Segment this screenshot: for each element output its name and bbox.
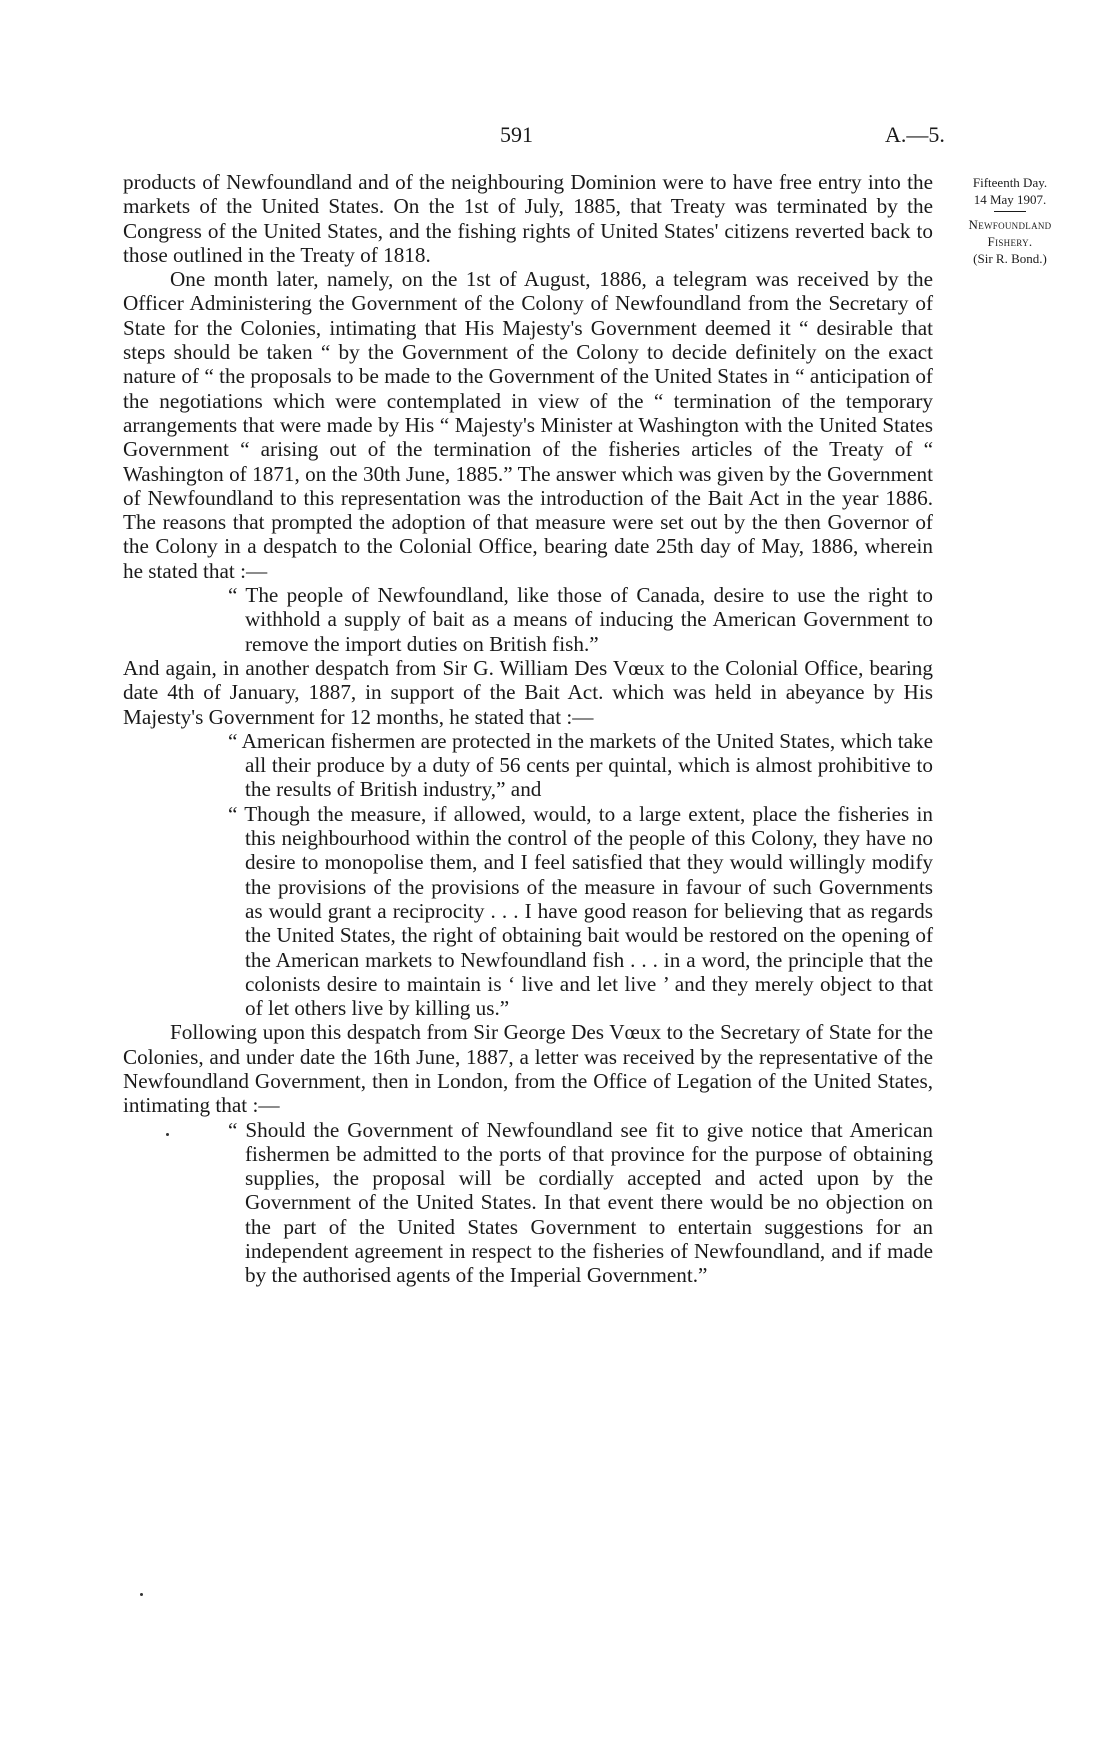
- quotation: “ American fishermen are protected in the markets of the United States, which take all their produce by a duty of 56 cents per quintal, which is almost prohibitive to the results of British industry,” and: [228, 728, 933, 802]
- margin-note: [950, 174, 1070, 267]
- paragraph: products of Newfoundland and of the neighbouring Dominion were to have free entry into the markets of the United States. On the 1st of July, 1885, that Treaty was terminated by the Congress of the United States, and the fishing rights of United States' citizens reverted back to those outlined in the Treaty of 1818.: [123, 170, 933, 267]
- paragraph: One month later, namely, on the 1st of August, 1886, a telegram was received by the Officer Administering the Government of the Colony of Newfoundland from the Secretary of State for the Colonies, intimating that His Majesty's Government deemed it “ desirable that steps should be taken “ by the Government of the Colony to decide definitely on the exact nature of “ the proposals to be made to the Government of the United States in “ anticipation of the negotiations which were contemplated in view of the “ termination of the temporary arrangements that were made by His “ Majesty's Minister at Washington with the United States Government “ arising out of the termination of the fisheries articles of the Treaty of “ Washington of 1871, on the 30th June, 1885.” The answer which was given by the Government of Newfoundland to this representation was the introduction of the Bait Act in the year 1886. The reasons that prompted the adoption of that measure were set out by the then Governor of the Colony in a despatch to the Colonial Office, bearing date 25th day of May, 1886, wherein he stated that :—: [123, 267, 933, 583]
- paragraph: Following upon this despatch from Sir George Des Vœux to the Secretary of State for the Colonies, and under date the 16th June, 1887, a letter was received by the representative of the Newfoundland Government, then in London, from the Office of Legation of the United States, intimating that :—: [123, 1020, 933, 1118]
- quotation: “ Should the Government of Newfoundland see fit to give notice that American fishermen be admitted to the ports of that province for the purpose of obtaining supplies, the proposal will be cordially accepted and acted upon by the Government of the United States. In that event there would be no objection on the part of the United States Government to entertain suggestions for an independent agreement in respect to the fisheries of Newfoundland, and if made by the authorised agents of the Imperial Government.”: [228, 1117, 933, 1288]
- body-text: [123, 170, 933, 1288]
- paragraph: And again, in another despatch from Sir G. William Des Vœux to the Colonial Office, bearing date 4th of January, 1887, in support of the Bait Act. which was held in abeyance by His Majesty's Government for 12 months, he stated that :—: [123, 655, 933, 729]
- page-number: 591: [500, 122, 533, 147]
- margin-note-speaker: (Sir R. Bond.): [973, 251, 1047, 266]
- margin-note-subject: Newfoundland Fishery.: [968, 217, 1052, 249]
- quotation: “ The people of Newfoundland, like those of Canada, desire to use the right to withhold a supply of bait as a means of inducing the American Government to remove the import duties on British fish.”: [228, 583, 933, 656]
- quotation: “ Though the measure, if allowed, would, to a large extent, place the fisheries in this neighbourhood within the control of the people of this Colony, they have no desire to monopolise them, and I feel satisfied that they would willingly modify the provisions of the provisions of the measure in favour of such Governments as would grant a reciprocity . . . I have good reason for believing that as regards the United States, the right of obtaining bait would be restored on the opening of the American markets to Newfoundland fish . . . in a word, the principle that the colonists desire to maintain is ‘ live and let live ’ and they merely object to that of let others live by killing us.”: [228, 801, 933, 1021]
- margin-note-date: 14 May 1907.: [973, 192, 1047, 207]
- scan-speck: [140, 1593, 143, 1596]
- scan-speck: [166, 1133, 169, 1136]
- series-number: A.—5.: [885, 122, 945, 147]
- margin-note-day: Fifteenth Day.: [972, 175, 1048, 190]
- margin-note-divider: [994, 211, 1026, 212]
